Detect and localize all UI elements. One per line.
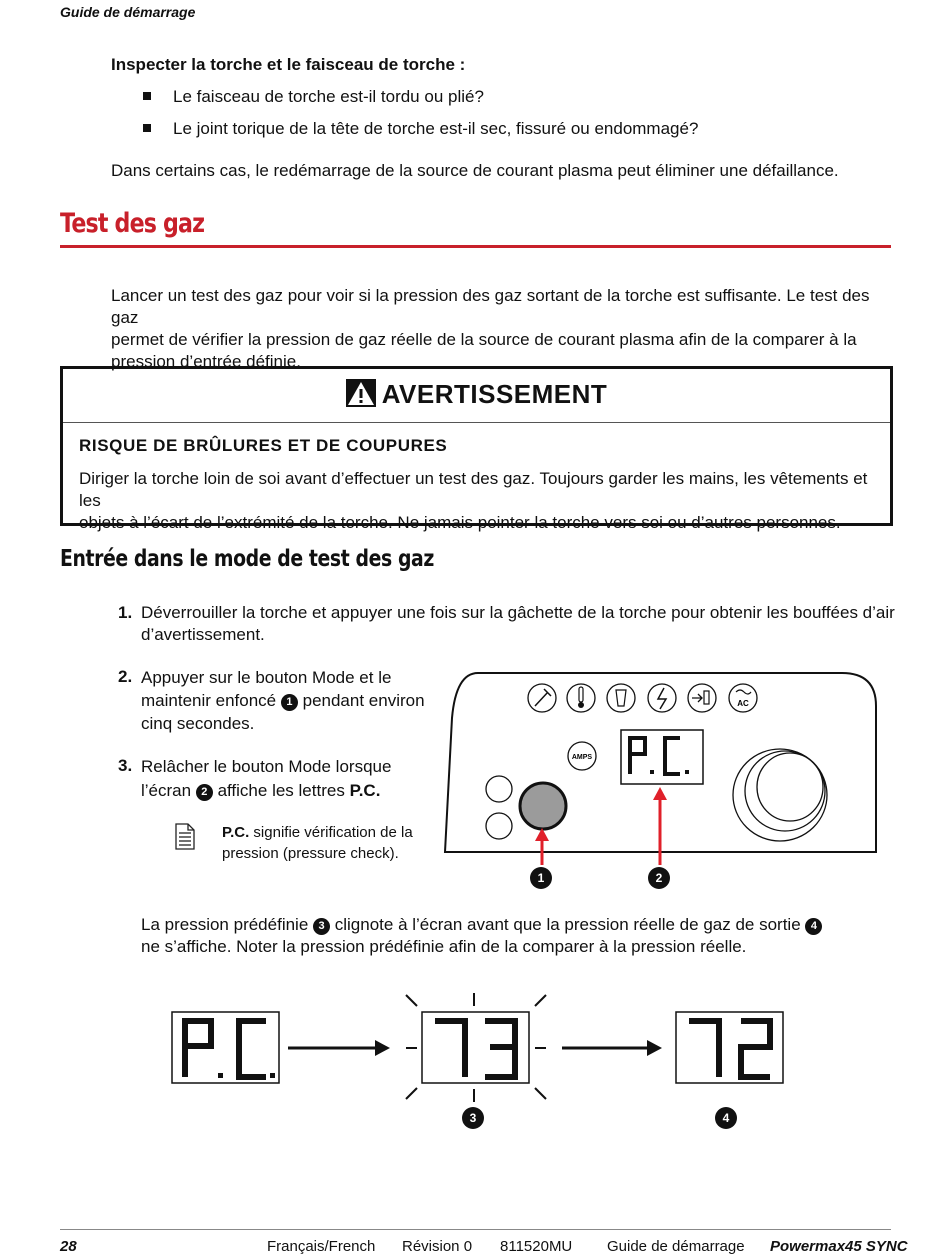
callout-3-icon: 3 — [313, 918, 330, 935]
footer-revision: Révision 0 — [402, 1238, 473, 1255]
warning-body: Diriger la torche loin de soi avant d’effectuer un test des gaz. Toujours garder les mains, les vêtements et les objets à l’écart de l’extrémité de la torche. Ne jamais pointer la torche vers soi ou d’autres personnes. — [79, 469, 868, 532]
step-number: 1. — [118, 603, 133, 622]
svg-text:AC: AC — [737, 699, 749, 708]
list-item: Le faisceau de torche est-il tordu ou plié? — [143, 87, 484, 107]
cut-mode-icon — [486, 776, 512, 802]
step-number: 2. — [118, 667, 133, 686]
footer-part-number: 811520MU — [500, 1238, 573, 1255]
bullet-icon — [143, 92, 151, 100]
torch-cap-icon — [607, 684, 635, 712]
restart-paragraph: Dans certains cas, le redémarrage de la source de courant plasma peut éliminer une défaillance. — [111, 161, 839, 180]
step-text: Relâcher le bouton Mode lorsque l’écran 2 affiche les lettres P.C. — [141, 757, 392, 800]
callout-2-icon: 2 — [196, 784, 213, 801]
warning-triangle-icon — [346, 379, 376, 407]
note-text: P.C. signifie vérification de la pression (pressure check). — [222, 824, 413, 862]
step-number: 3. — [118, 756, 133, 775]
control-panel-diagram — [440, 668, 885, 893]
note-document-icon — [175, 823, 195, 850]
warning-subtitle: RISQUE DE BRÛLURES ET DE COUPURES — [79, 436, 448, 455]
step-text: Déverrouiller la torche et appuyer une fois sur la gâchette de la torche pour obtenir les bouffées d’air d’avertissement. — [141, 603, 895, 644]
svg-text:3: 3 — [469, 1111, 477, 1125]
svg-text:AMPS: AMPS — [571, 754, 593, 761]
list-item: Le joint torique de la tête de torche est-il sec, fissuré ou endommagé? — [143, 119, 698, 139]
callout-1-icon: 1 — [281, 694, 298, 711]
section-heading: Test des gaz — [60, 208, 205, 239]
mode-button — [520, 783, 566, 829]
svg-text:1: 1 — [537, 871, 545, 885]
subsection-heading: Entrée dans le mode de test des gaz — [60, 546, 434, 572]
page-number: 28 — [60, 1238, 77, 1255]
fault-icon — [648, 684, 676, 712]
preset-paragraph: La pression prédéfinie 3 clignote à l’écran avant que la pression réelle de gaz de sortie 4 ne s’affiche. Noter la pression prédéfinie afin de la comparer à la pression réelle. — [141, 914, 901, 958]
inspect-title: Inspecter la torche et le faisceau de torche : — [111, 55, 466, 74]
running-header: Guide de démarrage — [60, 4, 196, 20]
display-sequence-diagram — [160, 985, 800, 1135]
warning-box — [60, 366, 893, 532]
gouge-mode-icon — [486, 813, 512, 839]
footer-language: Français/French — [267, 1238, 376, 1255]
footer-product: Powermax45 SYNC — [770, 1238, 908, 1255]
bullet-icon — [143, 124, 151, 132]
footer-guide: Guide de démarrage — [607, 1238, 745, 1255]
intro-paragraph: Lancer un test des gaz pour voir si la pression des gaz sortant de la torche est suffisante. Le test des gaz permet de vérifier la pression de gaz réelle de la source de courant plasma afin de la comparer à la pression d’entrée définie. — [111, 286, 870, 371]
heading-rule — [60, 245, 891, 248]
warning-title: AVERTISSEMENT — [63, 379, 890, 410]
step-text: Appuyer sur le bouton Mode et le maintenir enfoncé 1 pendant environ cinq secondes. — [141, 668, 425, 733]
callout-4-icon: 4 — [805, 918, 822, 935]
footer-rule — [60, 1229, 891, 1230]
divider — [63, 422, 890, 423]
svg-text:4: 4 — [722, 1111, 730, 1125]
svg-text:2: 2 — [655, 871, 663, 885]
